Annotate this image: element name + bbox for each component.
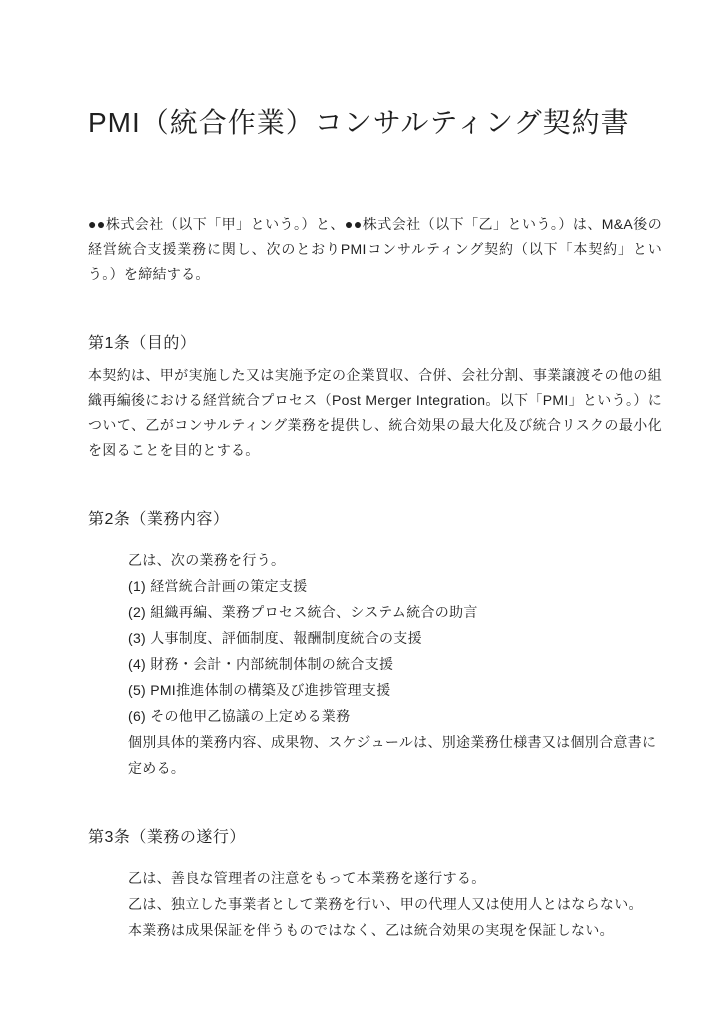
article-2-item-6: (6) その他甲乙協議の上定める業務 <box>128 708 351 724</box>
article-1-body: 本契約は、甲が実施した又は実施予定の企業買収、合併、会社分割、事業譲渡その他の組織再編後における経営統合プロセス（Post Merger Integration。以下「PMI」という。）について、乙がコンサルティング業務を提供し、統合効果の最大化及び統合リスクの最小化を図ることを目的とする。 <box>88 367 662 458</box>
article-2-item-5: (5) PMI推進体制の構築及び進捗管理支援 <box>128 682 391 698</box>
article-2-intro-line: 乙は、次の業務を行う。 <box>128 552 286 568</box>
article-3-clauses <box>128 865 662 943</box>
article-3-heading: 第3条（業務の遂行） <box>88 829 246 846</box>
article-2-closing-line: 個別具体的業務内容、成果物、スケジュールは、別途業務仕様書又は個別合意書に定める。 <box>128 734 657 776</box>
article-3-clause-2: 乙は、独立した事業者として業務を行い、甲の代理人又は使用人とはならない。 <box>128 896 643 912</box>
article-2-clauses <box>128 547 662 781</box>
section-article-2 <box>88 507 662 781</box>
article-3-clause-1: 乙は、善良な管理者の注意をもって本業務を遂行する。 <box>128 870 486 886</box>
article-2-item-1: (1) 経営統合計画の策定支援 <box>128 578 308 594</box>
section-article-3 <box>88 825 662 943</box>
article-3-clause-3: 本業務は成果保証を伴うものではなく、乙は統合効果の実現を保証しない。 <box>128 922 614 938</box>
article-2-item-4: (4) 財務・会計・内部統制体制の統合支援 <box>128 656 394 672</box>
section-article-1 <box>88 331 662 463</box>
preamble-paragraph: ●●株式会社（以下「甲」という。）と、●●株式会社（以下「乙」という。）は、M&A後の経営統合支援業務に関し、次のとおりPMIコンサルティング契約（以下「本契約」という。）を締結する。 <box>88 216 662 282</box>
article-2-item-2: (2) 組織再編、業務プロセス統合、システム統合の助言 <box>128 604 478 620</box>
article-2-item-3: (3) 人事制度、評価制度、報酬制度統合の支援 <box>128 630 422 646</box>
article-2-heading: 第2条（業務内容） <box>88 511 230 528</box>
document-title: PMI（統合作業）コンサルティング契約書 <box>88 107 630 138</box>
article-1-heading: 第1条（目的） <box>88 335 197 352</box>
